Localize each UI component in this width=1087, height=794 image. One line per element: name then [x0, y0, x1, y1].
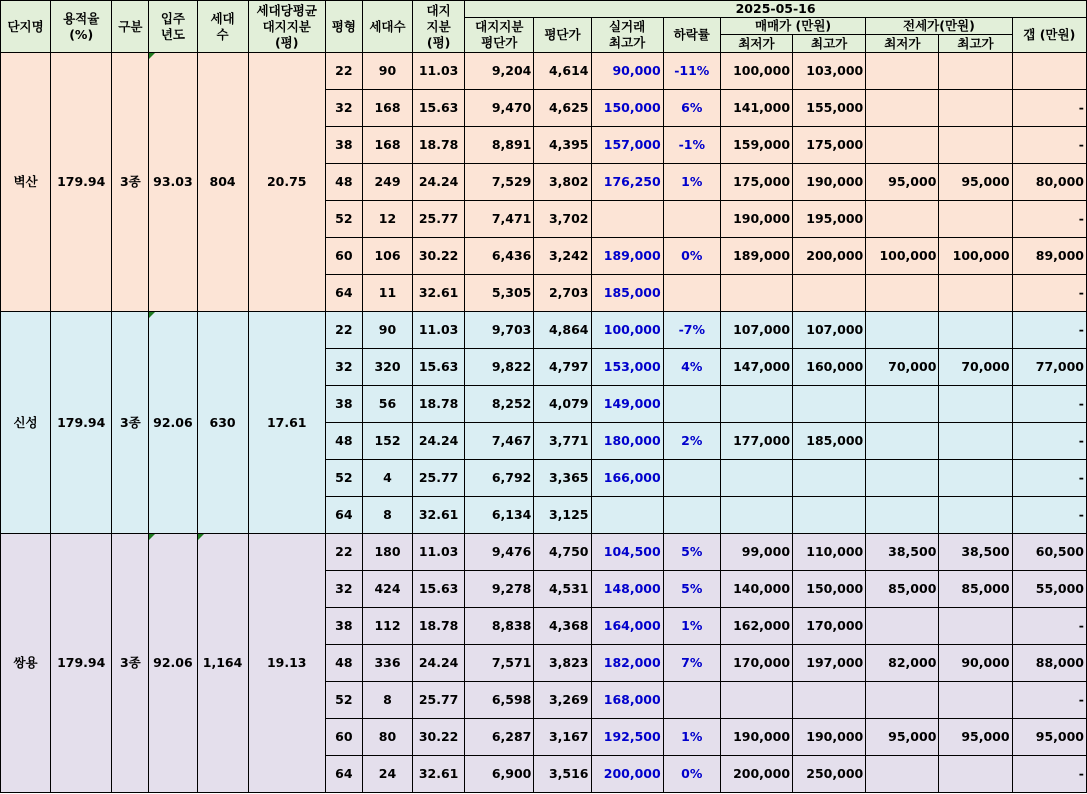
group-households	[197, 534, 248, 793]
cell-gap: -	[1012, 756, 1086, 793]
cell-smin: 100,000	[720, 53, 792, 90]
cell-dr: 6%	[663, 90, 720, 127]
cell-jmax: 100,000	[939, 238, 1012, 275]
cell-smax	[793, 497, 866, 534]
cell-rm: 200,000	[591, 756, 663, 793]
cell-size: 38	[325, 386, 362, 423]
cell-units: 249	[362, 164, 412, 201]
cell-smin: 107,000	[720, 312, 792, 349]
cell-marker-icon	[149, 534, 155, 540]
cell-pp: 4,625	[534, 90, 591, 127]
cell-size: 38	[325, 127, 362, 164]
cell-lp: 9,476	[465, 534, 534, 571]
cell-dr	[663, 386, 720, 423]
cell-rm: 192,500	[591, 719, 663, 756]
cell-land: 30.22	[413, 719, 465, 756]
cell-smin: 170,000	[720, 645, 792, 682]
header-land-price: 대지지분 평단가	[465, 18, 534, 53]
cell-smin	[720, 682, 792, 719]
cell-jmin	[866, 756, 939, 793]
table-row	[1, 53, 1087, 90]
cell-jmax	[939, 90, 1012, 127]
cell-smax: 185,000	[793, 423, 866, 460]
cell-rm: 189,000	[591, 238, 663, 275]
cell-smax: 190,000	[793, 164, 866, 201]
group-zone: 3종	[112, 53, 149, 312]
cell-dr: 1%	[663, 719, 720, 756]
cell-lp: 7,471	[465, 201, 534, 238]
cell-jmin	[866, 460, 939, 497]
group-avg-land: 20.75	[248, 53, 325, 312]
cell-jmax	[939, 497, 1012, 534]
cell-gap: -	[1012, 423, 1086, 460]
cell-smin: 177,000	[720, 423, 792, 460]
cell-pp: 4,614	[534, 53, 591, 90]
cell-marker-icon	[198, 534, 204, 540]
cell-pp: 3,125	[534, 497, 591, 534]
cell-units: 80	[362, 719, 412, 756]
cell-lp: 7,467	[465, 423, 534, 460]
group-year	[149, 534, 197, 793]
group-households: 804	[197, 53, 248, 312]
cell-gap: 95,000	[1012, 719, 1086, 756]
cell-jmin	[866, 608, 939, 645]
header-households: 세대 수	[197, 1, 248, 53]
cell-size: 22	[325, 312, 362, 349]
cell-pp: 4,395	[534, 127, 591, 164]
cell-land: 25.77	[413, 460, 465, 497]
cell-smin	[720, 460, 792, 497]
group-far: 179.94	[51, 312, 112, 534]
cell-smax: 195,000	[793, 201, 866, 238]
cell-lp: 8,891	[465, 127, 534, 164]
cell-jmin	[866, 127, 939, 164]
cell-marker-icon	[149, 312, 155, 318]
cell-rm: 164,000	[591, 608, 663, 645]
header-real-max: 실거래 최고가	[591, 18, 663, 53]
cell-dr: 2%	[663, 423, 720, 460]
cell-units: 168	[362, 127, 412, 164]
cell-pp: 4,750	[534, 534, 591, 571]
cell-smax	[793, 275, 866, 312]
group-name: 쌍용	[1, 534, 51, 793]
cell-units: 4	[362, 460, 412, 497]
cell-pp: 3,242	[534, 238, 591, 275]
cell-pp: 3,823	[534, 645, 591, 682]
cell-land: 11.03	[413, 312, 465, 349]
cell-rm: 182,000	[591, 645, 663, 682]
cell-jmin	[866, 90, 939, 127]
cell-size: 38	[325, 608, 362, 645]
cell-pp: 4,368	[534, 608, 591, 645]
cell-units: 180	[362, 534, 412, 571]
cell-size: 48	[325, 645, 362, 682]
group-avg-land: 19.13	[248, 534, 325, 793]
cell-smin	[720, 497, 792, 534]
cell-jmax: 38,500	[939, 534, 1012, 571]
cell-land: 24.24	[413, 423, 465, 460]
cell-size: 64	[325, 756, 362, 793]
cell-land: 15.63	[413, 90, 465, 127]
cell-units: 12	[362, 201, 412, 238]
cell-smin	[720, 275, 792, 312]
cell-smin: 140,000	[720, 571, 792, 608]
cell-gap: -	[1012, 682, 1086, 719]
cell-dr: -7%	[663, 312, 720, 349]
cell-smax: 110,000	[793, 534, 866, 571]
cell-jmax	[939, 423, 1012, 460]
cell-jmax	[939, 682, 1012, 719]
cell-dr: 4%	[663, 349, 720, 386]
cell-smin: 175,000	[720, 164, 792, 201]
cell-units: 8	[362, 497, 412, 534]
cell-size: 52	[325, 460, 362, 497]
cell-rm: 157,000	[591, 127, 663, 164]
group-zone: 3종	[112, 312, 149, 534]
cell-land: 18.78	[413, 608, 465, 645]
cell-size: 32	[325, 571, 362, 608]
cell-smin	[720, 386, 792, 423]
cell-units: 336	[362, 645, 412, 682]
cell-lp: 8,252	[465, 386, 534, 423]
cell-rm: 100,000	[591, 312, 663, 349]
cell-gap: 60,500	[1012, 534, 1086, 571]
cell-gap: -	[1012, 127, 1086, 164]
cell-lp: 9,204	[465, 53, 534, 90]
cell-jmin: 38,500	[866, 534, 939, 571]
cell-gap: -	[1012, 386, 1086, 423]
cell-dr	[663, 497, 720, 534]
group-households: 630	[197, 312, 248, 534]
cell-jmax	[939, 201, 1012, 238]
cell-pp: 4,864	[534, 312, 591, 349]
cell-gap: -	[1012, 608, 1086, 645]
cell-lp: 6,598	[465, 682, 534, 719]
header-complex: 단지명	[1, 1, 51, 53]
cell-units: 424	[362, 571, 412, 608]
cell-gap: -	[1012, 312, 1086, 349]
header-price-per: 평단가	[534, 18, 591, 53]
cell-size: 52	[325, 201, 362, 238]
cell-jmax	[939, 127, 1012, 164]
cell-gap: 55,000	[1012, 571, 1086, 608]
cell-jmax: 70,000	[939, 349, 1012, 386]
header-jeonse: 전세가(만원)	[866, 18, 1012, 35]
cell-units: 90	[362, 312, 412, 349]
cell-units: 112	[362, 608, 412, 645]
cell-land: 24.24	[413, 645, 465, 682]
cell-jmin: 85,000	[866, 571, 939, 608]
cell-lp: 9,822	[465, 349, 534, 386]
group-year	[149, 53, 197, 312]
cell-jmin	[866, 201, 939, 238]
group-zone: 3종	[112, 534, 149, 793]
cell-land: 11.03	[413, 534, 465, 571]
cell-pp: 3,269	[534, 682, 591, 719]
cell-gap: -	[1012, 460, 1086, 497]
cell-rm: 90,000	[591, 53, 663, 90]
cell-dr: 7%	[663, 645, 720, 682]
cell-gap: 88,000	[1012, 645, 1086, 682]
cell-rm: 185,000	[591, 275, 663, 312]
cell-jmax	[939, 275, 1012, 312]
cell-size: 22	[325, 534, 362, 571]
cell-land: 30.22	[413, 238, 465, 275]
cell-smax: 170,000	[793, 608, 866, 645]
cell-lp: 5,305	[465, 275, 534, 312]
header-drop: 하락률	[663, 18, 720, 53]
cell-jmax: 90,000	[939, 645, 1012, 682]
cell-units: 24	[362, 756, 412, 793]
cell-pp: 4,531	[534, 571, 591, 608]
cell-units: 11	[362, 275, 412, 312]
group-far: 179.94	[51, 534, 112, 793]
cell-pp: 3,516	[534, 756, 591, 793]
cell-size: 64	[325, 497, 362, 534]
cell-smax: 103,000	[793, 53, 866, 90]
header-far: 용적율 (%)	[51, 1, 112, 53]
cell-rm: 149,000	[591, 386, 663, 423]
header-sale-min: 최저가	[720, 35, 792, 53]
cell-dr: 0%	[663, 756, 720, 793]
group-name: 신성	[1, 312, 51, 534]
cell-units: 56	[362, 386, 412, 423]
cell-smin: 147,000	[720, 349, 792, 386]
cell-rm: 180,000	[591, 423, 663, 460]
cell-jmin	[866, 53, 939, 90]
group-year-value: 92.06	[153, 655, 193, 670]
cell-pp: 2,703	[534, 275, 591, 312]
cell-smax: 200,000	[793, 238, 866, 275]
cell-rm	[591, 497, 663, 534]
cell-units: 168	[362, 90, 412, 127]
cell-land: 25.77	[413, 682, 465, 719]
header-year: 입주 년도	[149, 1, 197, 53]
header-jeonse-max: 최고가	[939, 35, 1012, 53]
cell-size: 32	[325, 349, 362, 386]
cell-smax	[793, 386, 866, 423]
cell-size: 48	[325, 423, 362, 460]
cell-pp: 3,167	[534, 719, 591, 756]
cell-lp: 6,436	[465, 238, 534, 275]
cell-land: 32.61	[413, 497, 465, 534]
cell-jmax	[939, 53, 1012, 90]
group-far: 179.94	[51, 53, 112, 312]
cell-rm: 168,000	[591, 682, 663, 719]
header-gap: 갭 (만원)	[1012, 18, 1086, 53]
cell-gap: -	[1012, 275, 1086, 312]
cell-size: 32	[325, 90, 362, 127]
cell-smax	[793, 460, 866, 497]
cell-jmax	[939, 756, 1012, 793]
cell-lp: 9,278	[465, 571, 534, 608]
group-avg-land: 17.61	[248, 312, 325, 534]
cell-land: 24.24	[413, 164, 465, 201]
cell-jmin	[866, 386, 939, 423]
cell-dr: 1%	[663, 164, 720, 201]
cell-rm: 104,500	[591, 534, 663, 571]
cell-jmin	[866, 312, 939, 349]
cell-dr	[663, 201, 720, 238]
cell-smin: 200,000	[720, 756, 792, 793]
cell-lp: 6,287	[465, 719, 534, 756]
group-year	[149, 312, 197, 534]
cell-smax: 160,000	[793, 349, 866, 386]
cell-size: 22	[325, 53, 362, 90]
cell-pp: 3,702	[534, 201, 591, 238]
cell-smin: 99,000	[720, 534, 792, 571]
header-avg-land: 세대당평균 대지지분 (평)	[248, 1, 325, 53]
cell-pp: 4,797	[534, 349, 591, 386]
cell-land: 15.63	[413, 349, 465, 386]
cell-smin: 190,000	[720, 719, 792, 756]
cell-smin: 159,000	[720, 127, 792, 164]
cell-lp: 7,571	[465, 645, 534, 682]
cell-pp: 3,365	[534, 460, 591, 497]
cell-rm: 166,000	[591, 460, 663, 497]
table-body	[1, 53, 1087, 793]
cell-dr: 5%	[663, 534, 720, 571]
cell-pp: 3,771	[534, 423, 591, 460]
cell-units: 90	[362, 53, 412, 90]
table-row	[1, 534, 1087, 571]
header-date: 2025-05-16	[465, 1, 1087, 18]
cell-land: 11.03	[413, 53, 465, 90]
cell-jmax: 95,000	[939, 164, 1012, 201]
group-year-value: 93.03	[153, 174, 193, 189]
cell-gap	[1012, 53, 1086, 90]
cell-size: 60	[325, 719, 362, 756]
header-units: 세대수	[362, 1, 412, 53]
cell-smax	[793, 682, 866, 719]
cell-smax: 107,000	[793, 312, 866, 349]
cell-jmax: 95,000	[939, 719, 1012, 756]
cell-dr: 1%	[663, 608, 720, 645]
cell-dr	[663, 682, 720, 719]
cell-jmax	[939, 312, 1012, 349]
cell-jmin	[866, 497, 939, 534]
cell-dr	[663, 275, 720, 312]
group-name: 벽산	[1, 53, 51, 312]
cell-land: 15.63	[413, 571, 465, 608]
cell-lp: 8,838	[465, 608, 534, 645]
cell-gap: -	[1012, 497, 1086, 534]
cell-smax: 197,000	[793, 645, 866, 682]
cell-dr: -11%	[663, 53, 720, 90]
cell-jmax	[939, 386, 1012, 423]
cell-lp: 7,529	[465, 164, 534, 201]
header-jeonse-min: 최저가	[866, 35, 939, 53]
cell-smax: 250,000	[793, 756, 866, 793]
header-land: 대지 지분 (평)	[413, 1, 465, 53]
cell-units: 320	[362, 349, 412, 386]
cell-land: 25.77	[413, 201, 465, 238]
cell-smax: 190,000	[793, 719, 866, 756]
group-households-value: 1,164	[202, 655, 243, 670]
cell-size: 48	[325, 164, 362, 201]
cell-land: 32.61	[413, 275, 465, 312]
cell-rm: 176,250	[591, 164, 663, 201]
cell-jmin: 95,000	[866, 719, 939, 756]
cell-rm: 150,000	[591, 90, 663, 127]
cell-marker-icon	[149, 53, 155, 59]
cell-rm	[591, 201, 663, 238]
cell-units: 106	[362, 238, 412, 275]
cell-jmax: 85,000	[939, 571, 1012, 608]
cell-jmin	[866, 682, 939, 719]
cell-pp: 4,079	[534, 386, 591, 423]
cell-land: 18.78	[413, 386, 465, 423]
cell-smax: 155,000	[793, 90, 866, 127]
table-row	[1, 312, 1087, 349]
cell-lp: 6,900	[465, 756, 534, 793]
cell-smin: 141,000	[720, 90, 792, 127]
cell-lp: 6,134	[465, 497, 534, 534]
cell-jmin	[866, 275, 939, 312]
cell-units: 152	[362, 423, 412, 460]
cell-rm: 153,000	[591, 349, 663, 386]
cell-smax: 150,000	[793, 571, 866, 608]
cell-pp: 3,802	[534, 164, 591, 201]
cell-gap: -	[1012, 201, 1086, 238]
cell-jmax	[939, 608, 1012, 645]
header-sale: 매매가 (만원)	[720, 18, 865, 35]
cell-gap: 77,000	[1012, 349, 1086, 386]
cell-jmax	[939, 460, 1012, 497]
cell-smin: 162,000	[720, 608, 792, 645]
cell-smin: 189,000	[720, 238, 792, 275]
cell-smax: 175,000	[793, 127, 866, 164]
cell-dr: -1%	[663, 127, 720, 164]
cell-dr: 5%	[663, 571, 720, 608]
cell-units: 8	[362, 682, 412, 719]
cell-dr: 0%	[663, 238, 720, 275]
cell-jmin: 100,000	[866, 238, 939, 275]
cell-lp: 6,792	[465, 460, 534, 497]
cell-dr	[663, 460, 720, 497]
cell-size: 52	[325, 682, 362, 719]
cell-size: 60	[325, 238, 362, 275]
cell-gap: 89,000	[1012, 238, 1086, 275]
cell-land: 32.61	[413, 756, 465, 793]
cell-jmin	[866, 423, 939, 460]
cell-jmin: 82,000	[866, 645, 939, 682]
cell-lp: 9,703	[465, 312, 534, 349]
cell-size: 64	[325, 275, 362, 312]
cell-smin: 190,000	[720, 201, 792, 238]
cell-gap: 80,000	[1012, 164, 1086, 201]
header-size: 평형	[325, 1, 362, 53]
header-sale-max: 최고가	[793, 35, 866, 53]
cell-jmin: 95,000	[866, 164, 939, 201]
cell-lp: 9,470	[465, 90, 534, 127]
cell-rm: 148,000	[591, 571, 663, 608]
cell-gap: -	[1012, 90, 1086, 127]
cell-land: 18.78	[413, 127, 465, 164]
cell-jmin: 70,000	[866, 349, 939, 386]
header-zone: 구분	[112, 1, 149, 53]
group-year-value: 92.06	[153, 414, 193, 430]
